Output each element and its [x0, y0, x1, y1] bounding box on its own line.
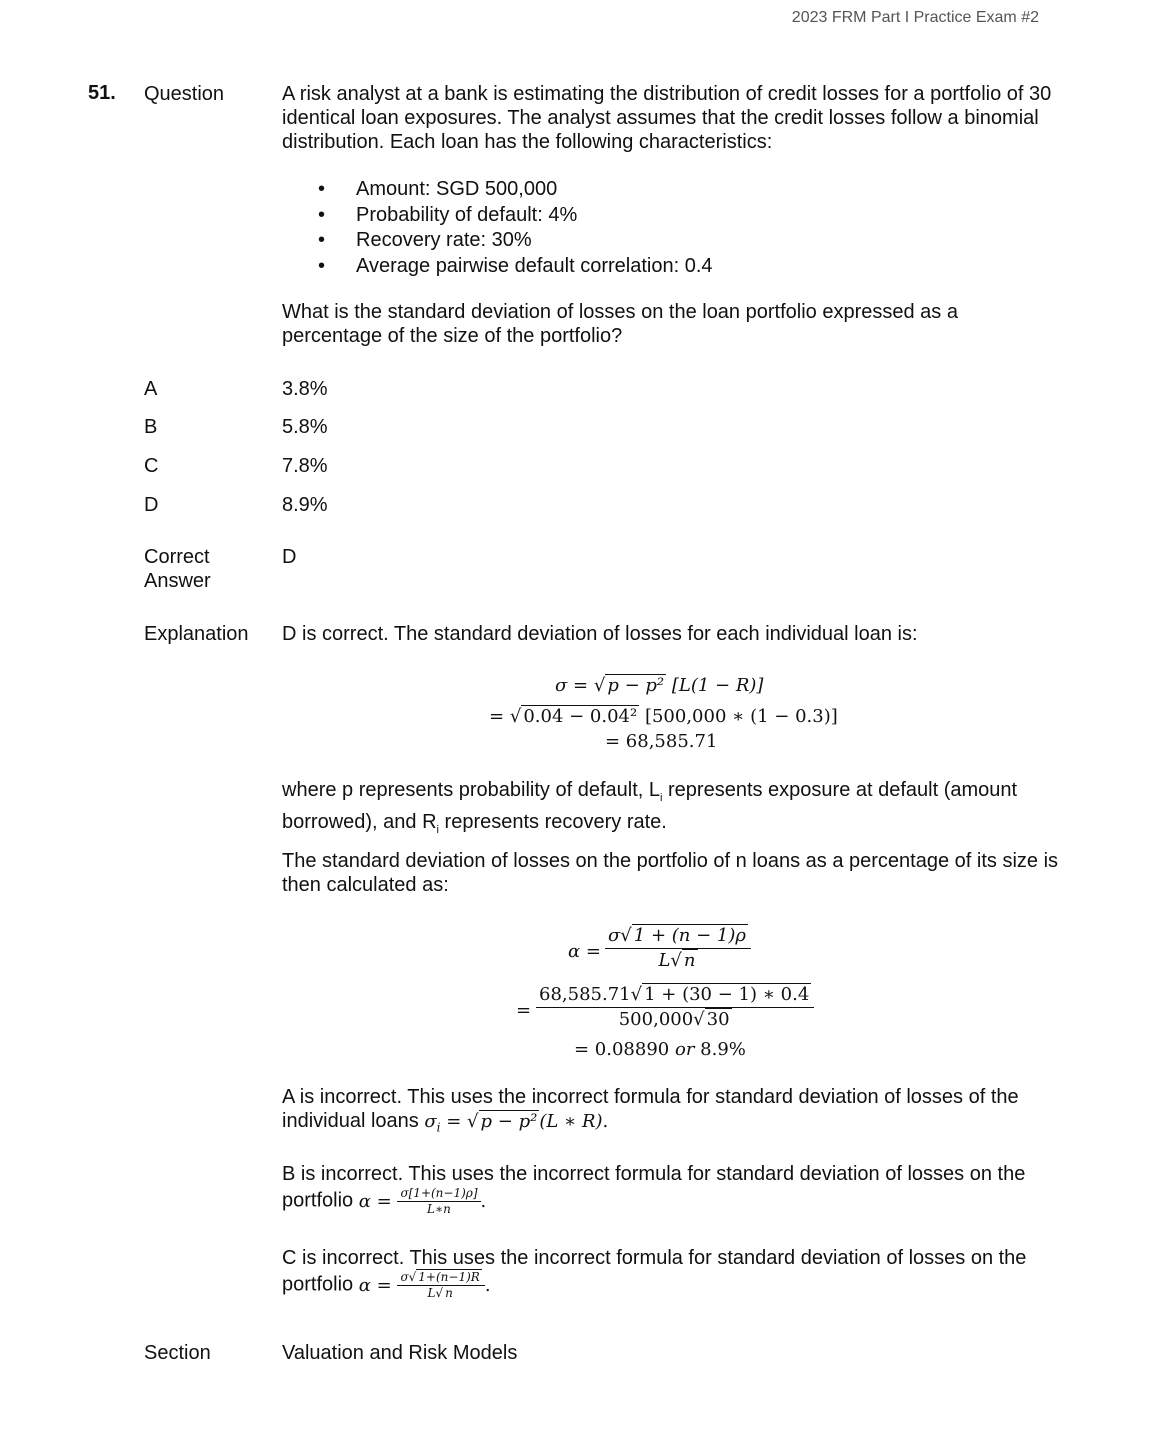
- radicand-30: 30: [706, 1009, 730, 1030]
- where-text-2: represents exposure at default (amount borrowed), and R: [282, 779, 1018, 833]
- b-fraction-den: L∗n: [427, 1202, 451, 1216]
- question-label: Question: [144, 83, 225, 105]
- c-alpha: α: [358, 1274, 371, 1296]
- alpha-fraction-numeric: [536, 983, 814, 1032]
- fraction-numeric-den: [536, 1008, 814, 1032]
- alpha-fraction-general: [605, 924, 751, 973]
- a-tail: (L ∗ R).: [539, 1111, 609, 1132]
- alpha-eq-lhs: [568, 940, 601, 964]
- a-sqrt: √ p − p²: [467, 1111, 538, 1132]
- loss-bracket: [L(1 − R)]: [671, 675, 764, 696]
- bullet-pd: • Probability of default: 4%: [282, 203, 1062, 229]
- explanation-intro: D is correct. The standard deviation of losses for each individual loan is:: [282, 623, 918, 645]
- explanation-a-incorrect: [282, 1085, 1062, 1140]
- equals-sign: =: [585, 941, 601, 962]
- equals-sign: =: [573, 675, 589, 696]
- question-stem: A risk analyst at a bank is estimating the distribution of credit losses for a portfolio of 30 identical loan exposures. The analyst assumes that the credit losses follow a binomial distribution. Each loan has the following characteristics:: [282, 83, 1052, 153]
- alpha-result-or: or: [674, 1039, 695, 1060]
- equation-sigma-result: = 68,585.71: [605, 731, 718, 752]
- option-c-letter: C: [144, 455, 159, 477]
- b-incorrect-formula: [358, 1186, 487, 1216]
- b-incorrect-text: B is incorrect. This uses the incorrect formula for standard deviation of losses on the portfolio: [282, 1163, 1026, 1212]
- correct-answer-label-line2: Answer: [144, 570, 211, 592]
- radicand-corr: 1 + (n − 1)ρ: [633, 925, 746, 946]
- equals-sign: =: [489, 706, 505, 727]
- den2-value: 500,000: [618, 1009, 694, 1030]
- option-a-letter: A: [144, 378, 158, 400]
- alpha-symbol: α: [568, 941, 581, 962]
- radicand-numeric: 0.04 − 0.04²: [523, 706, 638, 727]
- loan-characteristics-list: [282, 177, 1062, 279]
- a-incorrect-formula: [424, 1111, 609, 1135]
- equation-sigma-line1: [555, 674, 763, 698]
- option-c-value: 7.8%: [282, 455, 328, 477]
- a-sigma: σ: [424, 1111, 437, 1132]
- explanation-where: [282, 778, 1062, 842]
- c-sqrt: √ 1+(n−1)R: [408, 1270, 480, 1284]
- fraction-numeric: [536, 983, 814, 1032]
- page-header: 2023 FRM Part I Practice Exam #2: [791, 9, 1039, 26]
- den-L: L: [658, 950, 671, 971]
- c-fraction: [397, 1270, 484, 1301]
- radicand-n: n: [683, 950, 696, 971]
- num-sigma: σ: [608, 925, 621, 946]
- portfolio-intro: The standard deviation of losses on the portfolio of n loans as a percentage of its size is then calculated as:: [282, 850, 1059, 896]
- sqrt-corr-numeric: √ 1 + (30 − 1) ∗ 0.4: [630, 984, 810, 1005]
- correct-answer-value: D: [282, 546, 297, 568]
- b-alpha: α: [358, 1190, 371, 1212]
- b-equals: =: [376, 1190, 392, 1212]
- question-prompt: What is the standard deviation of losses on the loan portfolio expressed as a percentage of the size of the portfolio?: [282, 301, 958, 347]
- c-sqrt-n: √ n: [435, 1286, 453, 1300]
- alpha-result: [574, 1038, 746, 1062]
- option-d-letter: D: [144, 494, 159, 516]
- bullet-correlation: • Average pairwise default correlation: 0.4: [282, 254, 1062, 280]
- question-number: 51.: [88, 82, 116, 104]
- sqrt-30: √ 30: [693, 1009, 730, 1030]
- sqrt-numeric: √ 0.04 − 0.04²: [509, 706, 638, 727]
- radicand-corr-numeric: 1 + (30 − 1) ∗ 0.4: [644, 984, 810, 1005]
- bullet-recovery: • Recovery rate: 30%: [282, 228, 1062, 254]
- alpha-eq-line2-eq: =: [516, 1000, 532, 1021]
- fraction-general-num: [605, 924, 751, 949]
- a-incorrect-text: A is incorrect. This uses the incorrect formula for standard deviation of losses of the individual loans: [282, 1086, 1019, 1132]
- c-tail: .: [484, 1274, 491, 1296]
- c-equals: =: [376, 1274, 392, 1296]
- b-fraction-num: σ[1+(n−1)ρ]: [397, 1186, 480, 1202]
- loss-bracket-numeric: [500,000 ∗ (1 − 0.3)]: [644, 706, 838, 727]
- a-sigma-sub: i: [436, 1120, 441, 1135]
- fraction-numeric-num: [536, 983, 814, 1008]
- where-sub-2: i: [436, 824, 439, 836]
- where-text-1: where p represents probability of default, L: [282, 779, 660, 801]
- c-incorrect-formula: [358, 1270, 491, 1300]
- where-text-3: represents recovery rate.: [438, 811, 667, 833]
- sqrt-p-p2: √ p − p²: [593, 675, 665, 696]
- b-tail: .: [480, 1190, 487, 1212]
- radicand-p-p2: p − p²: [607, 675, 665, 696]
- section-value: Valuation and Risk Models: [282, 1342, 518, 1364]
- fraction-general-den: [605, 949, 751, 973]
- c-fraction-num: [397, 1270, 484, 1286]
- option-b-letter: B: [144, 416, 158, 438]
- option-d-value: 8.9%: [282, 494, 328, 516]
- explanation-b-incorrect: [282, 1162, 1062, 1217]
- sqrt-n: √ n: [670, 950, 696, 971]
- a-radicand: p − p²: [480, 1111, 538, 1132]
- c-num-sigma: σ: [400, 1270, 409, 1284]
- equation-sigma-line2: [489, 705, 838, 729]
- c-incorrect-text: C is incorrect. This uses the incorrect formula for standard deviation of losses on the portfolio: [282, 1247, 1027, 1296]
- sigma-symbol: σ: [555, 675, 568, 696]
- a-equals: =: [446, 1111, 462, 1132]
- explanation-c-incorrect: [282, 1246, 1062, 1301]
- option-a-value: 3.8%: [282, 378, 328, 400]
- bullet-amount: • Amount: SGD 500,000: [282, 177, 1062, 203]
- explanation-label: Explanation: [144, 623, 249, 645]
- c-fraction-den: [397, 1286, 484, 1301]
- alpha-result-pct: 8.9%: [700, 1039, 746, 1060]
- section-label: Section: [144, 1342, 211, 1364]
- b-fraction: [397, 1186, 480, 1217]
- correct-answer-label-line1: Correct: [144, 546, 210, 568]
- c-radicand: 1+(n−1)R: [418, 1270, 480, 1284]
- sqrt-corr: √ 1 + (n − 1)ρ: [620, 925, 746, 946]
- c-den-L: L: [427, 1286, 436, 1300]
- c-radicand-n: n: [445, 1286, 453, 1300]
- alpha-result-value: = 0.08890: [574, 1039, 670, 1060]
- num2-value: 68,585.71: [539, 984, 631, 1005]
- where-sub-1: i: [660, 792, 663, 804]
- option-b-value: 5.8%: [282, 416, 328, 438]
- correct-answer-label: [144, 545, 211, 593]
- fraction-general: [605, 924, 751, 973]
